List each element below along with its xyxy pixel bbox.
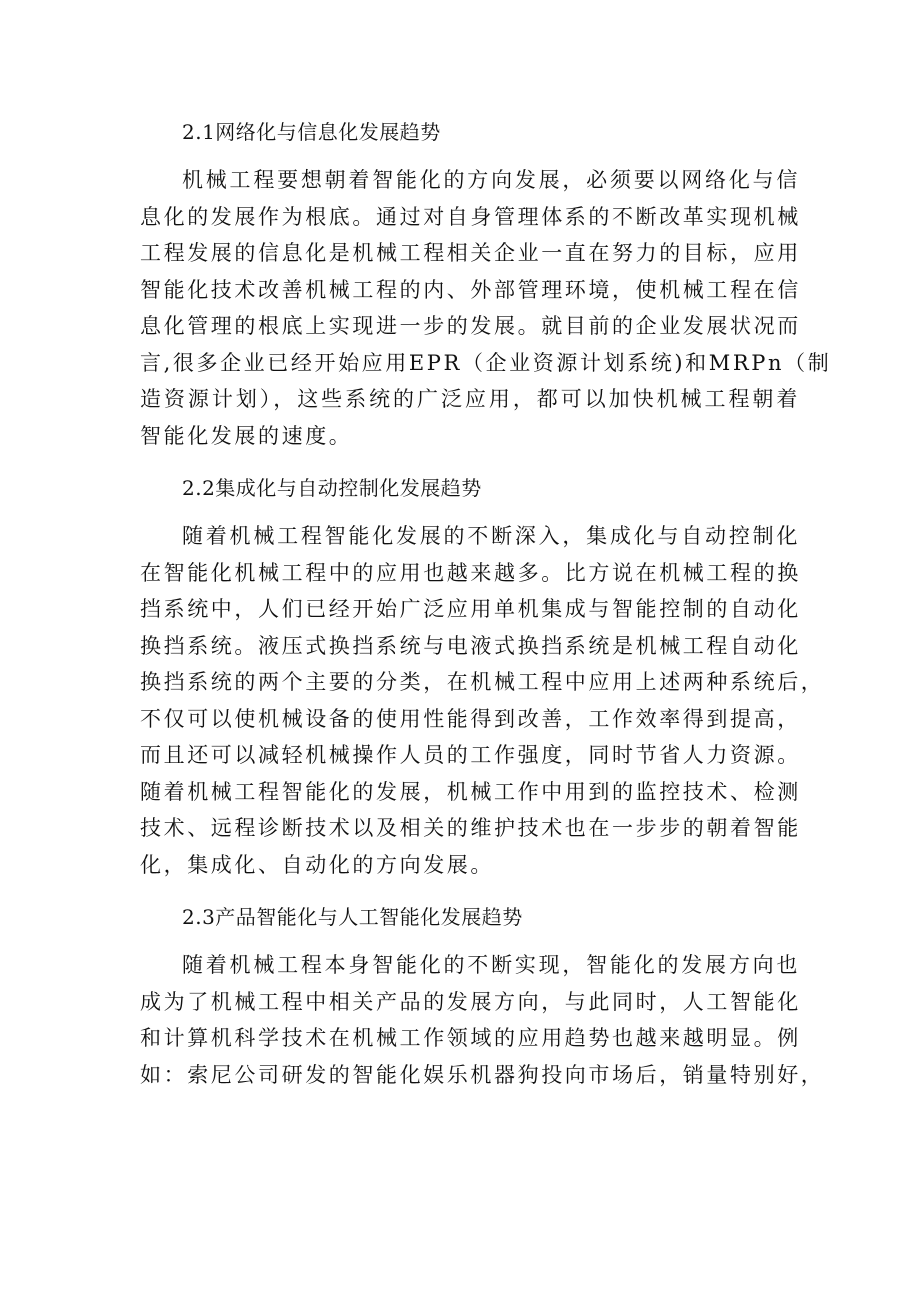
- section-paragraph-2-1: [140, 162, 832, 454]
- paragraph-line: 息化管理的根底上实现进一步的发展。就目前的企业发展状况而: [140, 314, 801, 338]
- paragraph-line: 随着机械工程智能化发展的不断深入，集成化与自动控制化: [182, 524, 800, 548]
- paragraph-line: 造资源计划），这些系统的广泛应用，都可以加快机械工程朝着: [140, 387, 800, 411]
- paragraph-line: 如：索尼公司研发的智能化娱乐机器狗投向市场后，销量特别好，: [140, 1062, 825, 1087]
- paragraph-line: 换挡系统。液压式换挡系统与电液式换挡系统是机械工程自动化: [140, 633, 801, 658]
- paragraph-line: 机械工程要想朝着智能化的方向发展，必须要以网络化与信: [182, 168, 800, 192]
- paragraph-line: 工程发展的信息化是机械工程相关企业一直在努力的目标，应用: [140, 241, 801, 265]
- paragraph-line: 化，集成化、自动化的方向发展。: [140, 852, 494, 877]
- paragraph-line: 挡系统中，人们已经开始广泛应用单机集成与智能控制的自动化: [140, 597, 801, 621]
- paragraph-line: 技术、远程诊断技术以及相关的维护技术也在一步步的朝着智能: [140, 816, 801, 840]
- paragraph-line: 随着机械工程智能化的发展，机械工作中用到的监控技术、检测: [140, 779, 801, 804]
- section-heading-2-1: 2.1网络化与信息化发展趋势: [182, 120, 441, 144]
- section-paragraph-2-3: [140, 947, 825, 1093]
- paragraph-line: 随着机械工程本身智能化的不断实现，智能化的发展方向也: [182, 953, 800, 977]
- paragraph-line: 和计算机科学技术在机械工作领域的应用趋势也越来越明显。例: [140, 1026, 801, 1050]
- paragraph-line: 言,很多企业已经开始应用EPR（企业资源计划系统)和MRPn（制: [140, 350, 832, 375]
- paragraph-line: 智能化发展的速度。: [140, 423, 353, 448]
- section-heading-2-2: 2.2集成化与自动控制化发展趋势: [182, 476, 482, 500]
- paragraph-line: 而且还可以减轻机械操作人员的工作强度，同时节省人力资源。: [140, 743, 801, 767]
- document-page: [140, 112, 832, 1107]
- paragraph-line: 息化的发展作为根底。通过对自身管理体系的不断改革实现机械: [140, 204, 801, 229]
- paragraph-line: 智能化技术改善机械工程的内、外部管理环境，使机械工程在信: [140, 277, 801, 302]
- paragraph-line: 换挡系统的两个主要的分类，在机械工程中应用上述两种系统后，: [140, 670, 825, 694]
- paragraph-line: 在智能化机械工程中的应用也越来越多。比方说在机械工程的换: [140, 560, 801, 585]
- section-heading-2-3: 2.3产品智能化与人工智能化发展趋势: [182, 905, 523, 929]
- paragraph-line: 成为了机械工程中相关产品的发展方向，与此同时，人工智能化: [140, 989, 801, 1014]
- section-paragraph-2-2: [140, 518, 825, 883]
- paragraph-line: 不仅可以使机械设备的使用性能得到改善，工作效率得到提高，: [140, 706, 801, 731]
